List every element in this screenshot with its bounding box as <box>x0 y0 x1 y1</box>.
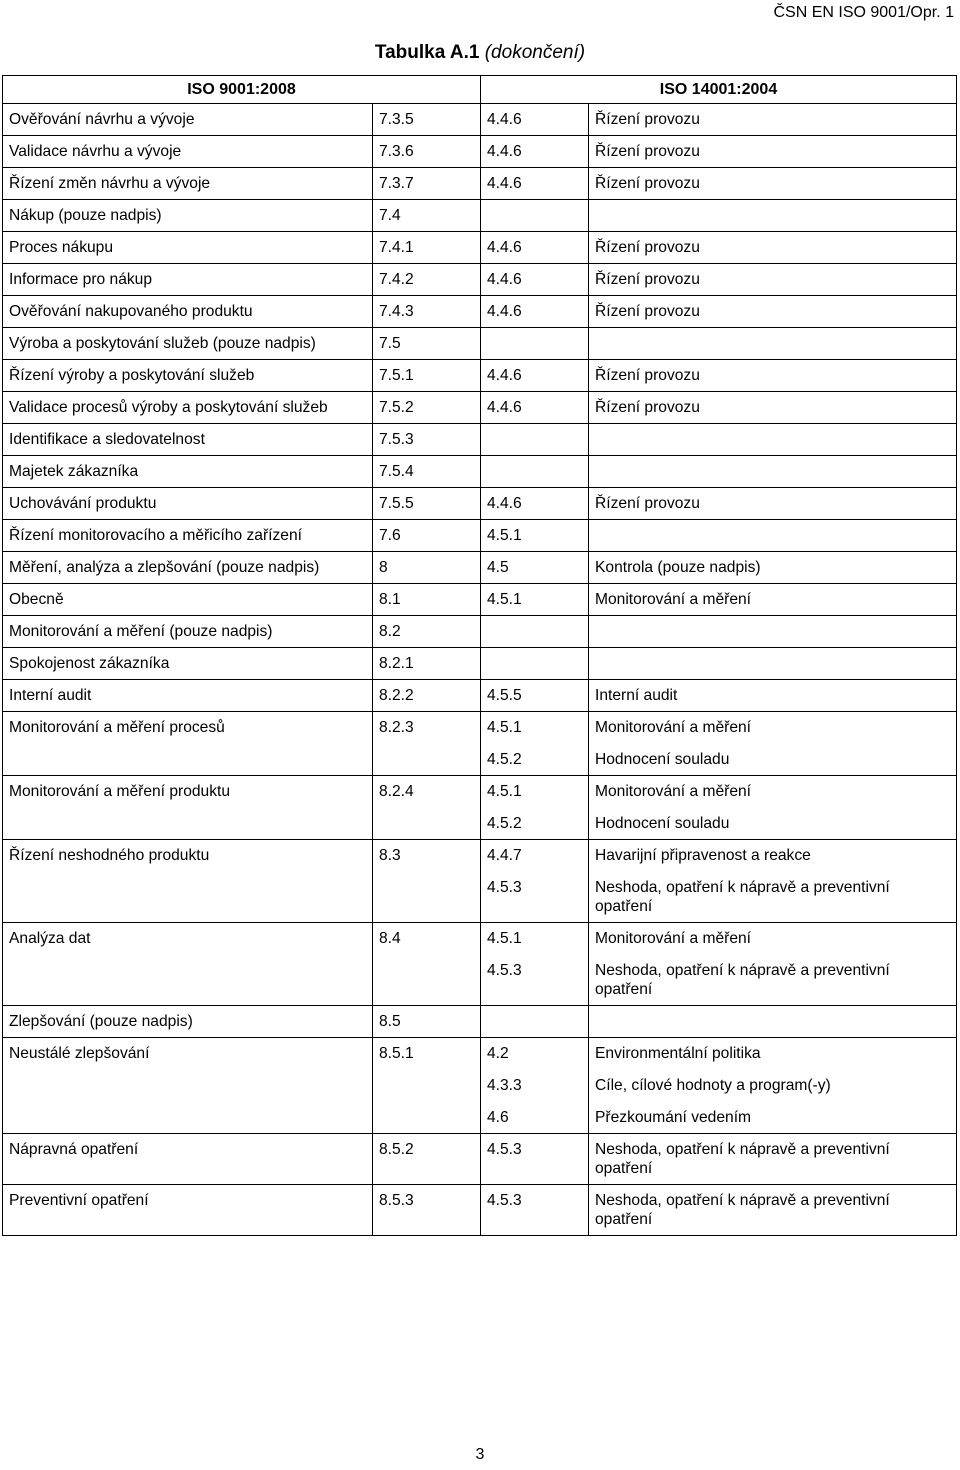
table-row <box>3 456 957 488</box>
iso14001-requirement: Řízení provozu <box>595 495 700 512</box>
iso9001-clause: 8.2.2 <box>373 680 481 712</box>
iso14001-clause-cell <box>481 1134 589 1185</box>
iso9001-clause: 8.2.4 <box>373 776 481 840</box>
table-row <box>3 264 957 296</box>
iso14001-requirement-cell <box>589 648 957 680</box>
iso9001-requirement: Ověřování návrhu a vývoje <box>3 104 373 136</box>
iso14001-requirement-cell <box>589 424 957 456</box>
iso14001-requirement-cell <box>589 328 957 360</box>
iso14001-requirement: Kontrola (pouze nadpis) <box>595 559 761 576</box>
column-header-iso9001: ISO 9001:2008 <box>3 76 481 104</box>
iso14001-clause-cell <box>481 776 589 840</box>
iso14001-requirement-cell <box>589 680 957 712</box>
table-row <box>3 104 957 136</box>
iso14001-clause-cell <box>481 360 589 392</box>
table-row <box>3 1185 957 1236</box>
iso9001-requirement: Identifikace a sledovatelnost <box>3 424 373 456</box>
iso14001-clause-cell <box>481 584 589 616</box>
iso14001-clause: 4.5.5 <box>487 687 522 704</box>
iso14001-requirement: Řízení provozu <box>595 367 700 384</box>
iso14001-clause-cell <box>481 1038 589 1134</box>
iso9001-clause: 8.5 <box>373 1006 481 1038</box>
table-row <box>3 1038 957 1134</box>
iso14001-clause: 4.2 <box>487 1045 509 1062</box>
iso14001-clause: 4.5.3 <box>487 1141 522 1158</box>
table-row <box>3 840 957 923</box>
iso14001-requirement: Monitorování a měření <box>595 930 752 947</box>
table-row <box>3 296 957 328</box>
table-row <box>3 168 957 200</box>
iso9001-requirement: Validace návrhu a vývoje <box>3 136 373 168</box>
iso9001-requirement: Majetek zákazníka <box>3 456 373 488</box>
iso9001-clause: 8.2.1 <box>373 648 481 680</box>
iso14001-clause-cell <box>481 296 589 328</box>
table-row <box>3 1134 957 1185</box>
iso14001-clause: 4.5.2 <box>487 815 522 832</box>
column-header-iso14001: ISO 14001:2004 <box>481 76 957 104</box>
iso9001-requirement: Informace pro nákup <box>3 264 373 296</box>
iso9001-requirement: Zlepšování (pouze nadpis) <box>3 1006 373 1038</box>
iso9001-clause: 7.5.4 <box>373 456 481 488</box>
iso14001-clause-cell <box>481 712 589 776</box>
iso9001-requirement: Měření, analýza a zlepšování (pouze nadpis) <box>3 552 373 584</box>
iso14001-requirement: Řízení provozu <box>595 271 700 288</box>
iso14001-requirement-cell <box>589 712 957 776</box>
iso14001-clause-cell <box>481 456 589 488</box>
iso14001-requirement-cell <box>589 776 957 840</box>
iso14001-clause: 4.5.3 <box>487 1192 522 1209</box>
iso14001-clause: 4.5.2 <box>487 751 522 768</box>
iso14001-clause-cell <box>481 232 589 264</box>
iso14001-requirement-cell <box>589 840 957 923</box>
table-row <box>3 584 957 616</box>
iso9001-clause: 7.5 <box>373 328 481 360</box>
iso14001-clause: 4.4.6 <box>487 271 522 288</box>
iso14001-requirement: Řízení provozu <box>595 143 700 160</box>
iso9001-requirement: Analýza dat <box>3 923 373 1006</box>
iso14001-clause: 4.5.1 <box>487 527 522 544</box>
iso14001-clause-cell <box>481 520 589 552</box>
iso14001-clause-cell <box>481 616 589 648</box>
iso9001-clause: 7.5.5 <box>373 488 481 520</box>
iso9001-clause: 7.3.6 <box>373 136 481 168</box>
iso14001-clause-cell <box>481 136 589 168</box>
iso9001-requirement: Validace procesů výroby a poskytování služeb <box>3 392 373 424</box>
iso14001-requirement-cell <box>589 1185 957 1236</box>
iso14001-clause: 4.5.3 <box>487 879 522 896</box>
iso14001-clause: 4.4.6 <box>487 399 522 416</box>
iso9001-clause: 8.3 <box>373 840 481 923</box>
iso14001-requirement-cell <box>589 136 957 168</box>
iso14001-requirement: Environmentální politika <box>595 1045 761 1062</box>
iso14001-clause-cell <box>481 424 589 456</box>
iso14001-requirement: Cíle, cílové hodnoty a program(-y) <box>595 1077 831 1094</box>
iso14001-clause-cell <box>481 1185 589 1236</box>
iso9001-clause: 8.5.1 <box>373 1038 481 1134</box>
iso9001-requirement: Spokojenost zákazníka <box>3 648 373 680</box>
table-row <box>3 392 957 424</box>
iso14001-requirement-cell <box>589 552 957 584</box>
iso9001-clause: 8.5.3 <box>373 1185 481 1236</box>
iso9001-requirement: Nápravná opatření <box>3 1134 373 1185</box>
iso14001-requirement-cell <box>589 104 957 136</box>
iso9001-requirement: Monitorování a měření (pouze nadpis) <box>3 616 373 648</box>
iso14001-requirement-cell <box>589 200 957 232</box>
table-row <box>3 552 957 584</box>
table-row <box>3 488 957 520</box>
iso14001-requirement-cell <box>589 232 957 264</box>
iso14001-requirement-cell <box>589 1006 957 1038</box>
page-number: 3 <box>475 1446 485 1463</box>
iso14001-requirement: Havarijní připravenost a reakce <box>595 847 811 864</box>
iso14001-requirement: Řízení provozu <box>595 399 700 416</box>
iso14001-requirement: Řízení provozu <box>595 111 700 128</box>
table-row <box>3 648 957 680</box>
iso14001-requirement: Přezkoumání vedením <box>595 1109 752 1126</box>
correspondence-table <box>2 75 957 1236</box>
iso14001-clause: 4.5.1 <box>487 930 522 947</box>
iso9001-requirement: Monitorování a měření procesů <box>3 712 373 776</box>
iso14001-clause: 4.4.6 <box>487 367 522 384</box>
iso9001-requirement: Řízení výroby a poskytování služeb <box>3 360 373 392</box>
table-row <box>3 232 957 264</box>
table-body <box>3 104 957 1236</box>
iso9001-clause: 7.4.2 <box>373 264 481 296</box>
document-reference: ČSN EN ISO 9001/Opr. 1 <box>773 4 954 21</box>
table-row <box>3 712 957 776</box>
iso14001-requirement: Řízení provozu <box>595 175 700 192</box>
iso9001-requirement: Výroba a poskytování služeb (pouze nadpis) <box>3 328 373 360</box>
iso9001-requirement: Řízení změn návrhu a vývoje <box>3 168 373 200</box>
iso14001-clause: 4.5 <box>487 559 509 576</box>
iso14001-requirement: Neshoda, opatření k nápravě a preventivní opatření <box>595 1141 890 1177</box>
iso14001-requirement-cell <box>589 1134 957 1185</box>
iso14001-requirement-cell <box>589 392 957 424</box>
iso9001-requirement: Proces nákupu <box>3 232 373 264</box>
iso14001-clause: 4.4.6 <box>487 239 522 256</box>
iso9001-clause: 8 <box>373 552 481 584</box>
iso14001-clause: 4.3.3 <box>487 1077 522 1094</box>
table-header-row <box>3 76 957 104</box>
iso9001-requirement: Obecně <box>3 584 373 616</box>
iso14001-clause: 4.4.7 <box>487 847 522 864</box>
iso9001-clause: 7.5.1 <box>373 360 481 392</box>
iso14001-requirement-cell <box>589 488 957 520</box>
iso14001-requirement: Hodnocení souladu <box>595 751 730 768</box>
table-row <box>3 1006 957 1038</box>
iso14001-requirement-cell <box>589 584 957 616</box>
iso14001-clause-cell <box>481 264 589 296</box>
iso14001-clause: 4.5.1 <box>487 719 522 736</box>
iso14001-clause: 4.6 <box>487 1109 509 1126</box>
table-row <box>3 616 957 648</box>
iso9001-clause: 8.5.2 <box>373 1134 481 1185</box>
iso9001-clause: 7.5.3 <box>373 424 481 456</box>
iso14001-requirement: Neshoda, opatření k nápravě a preventivní opatření <box>595 1192 890 1228</box>
iso14001-requirement: Monitorování a měření <box>595 783 752 800</box>
table-row <box>3 200 957 232</box>
iso14001-requirement-cell <box>589 616 957 648</box>
table-row <box>3 923 957 1006</box>
iso9001-clause: 7.4 <box>373 200 481 232</box>
iso14001-clause: 4.4.6 <box>487 111 522 128</box>
table-row <box>3 680 957 712</box>
table-title-main: Tabulka A.1 <box>374 42 480 63</box>
table-row <box>3 520 957 552</box>
iso14001-requirement-cell <box>589 296 957 328</box>
iso14001-clause-cell <box>481 328 589 360</box>
iso14001-clause-cell <box>481 923 589 1006</box>
iso14001-clause-cell <box>481 680 589 712</box>
iso9001-clause: 7.3.7 <box>373 168 481 200</box>
iso9001-clause: 8.2 <box>373 616 481 648</box>
iso9001-clause: 7.5.2 <box>373 392 481 424</box>
iso14001-requirement: Hodnocení souladu <box>595 815 730 832</box>
iso14001-clause-cell <box>481 840 589 923</box>
iso9001-requirement: Monitorování a měření produktu <box>3 776 373 840</box>
iso9001-requirement: Ověřování nakupovaného produktu <box>3 296 373 328</box>
iso14001-clause-cell <box>481 1006 589 1038</box>
iso14001-requirement-cell <box>589 520 957 552</box>
table-row <box>3 136 957 168</box>
iso14001-clause-cell <box>481 648 589 680</box>
iso9001-clause: 8.1 <box>373 584 481 616</box>
iso14001-clause: 4.5.3 <box>487 962 522 979</box>
iso14001-clause-cell <box>481 552 589 584</box>
iso14001-clause: 4.4.6 <box>487 495 522 512</box>
table-row <box>3 360 957 392</box>
iso9001-clause: 7.4.3 <box>373 296 481 328</box>
iso14001-clause-cell <box>481 104 589 136</box>
iso14001-requirement-cell <box>589 360 957 392</box>
iso14001-requirement-cell <box>589 456 957 488</box>
iso14001-clause: 4.4.6 <box>487 303 522 320</box>
table-title-suffix: (dokončení) <box>484 42 586 63</box>
iso14001-requirement: Řízení provozu <box>595 239 700 256</box>
iso14001-requirement: Interní audit <box>595 687 678 704</box>
iso14001-requirement-cell <box>589 264 957 296</box>
iso14001-requirement <box>595 526 950 545</box>
iso9001-requirement: Neustálé zlepšování <box>3 1038 373 1134</box>
iso9001-clause: 7.6 <box>373 520 481 552</box>
iso14001-requirement: Monitorování a měření <box>595 719 752 736</box>
table-row <box>3 776 957 840</box>
iso14001-clause: 4.5.1 <box>487 783 522 800</box>
iso14001-clause-cell <box>481 168 589 200</box>
iso9001-clause: 8.2.3 <box>373 712 481 776</box>
iso14001-requirement-cell <box>589 1038 957 1134</box>
table-title <box>0 42 960 64</box>
iso14001-requirement-cell <box>589 923 957 1006</box>
table-row <box>3 424 957 456</box>
iso14001-requirement: Neshoda, opatření k nápravě a preventivní opatření <box>595 879 890 915</box>
iso9001-requirement: Interní audit <box>3 680 373 712</box>
iso14001-clause-cell <box>481 488 589 520</box>
iso14001-clause-cell <box>481 392 589 424</box>
iso9001-requirement: Nákup (pouze nadpis) <box>3 200 373 232</box>
iso9001-clause: 8.4 <box>373 923 481 1006</box>
iso14001-requirement: Monitorování a měření <box>595 591 752 608</box>
iso9001-requirement: Uchovávání produktu <box>3 488 373 520</box>
iso9001-clause: 7.4.1 <box>373 232 481 264</box>
iso14001-clause: 4.4.6 <box>487 143 522 160</box>
iso9001-requirement: Řízení neshodného produktu <box>3 840 373 923</box>
iso9001-clause: 7.3.5 <box>373 104 481 136</box>
iso14001-clause: 4.5.1 <box>487 591 522 608</box>
iso9001-requirement: Řízení monitorovacího a měřicího zařízení <box>3 520 373 552</box>
iso14001-requirement-cell <box>589 168 957 200</box>
iso14001-clause: 4.4.6 <box>487 175 522 192</box>
iso9001-requirement: Preventivní opatření <box>3 1185 373 1236</box>
iso14001-requirement: Neshoda, opatření k nápravě a preventivní opatření <box>595 962 890 998</box>
iso14001-requirement: Řízení provozu <box>595 303 700 320</box>
iso14001-clause-cell <box>481 200 589 232</box>
table-row <box>3 328 957 360</box>
